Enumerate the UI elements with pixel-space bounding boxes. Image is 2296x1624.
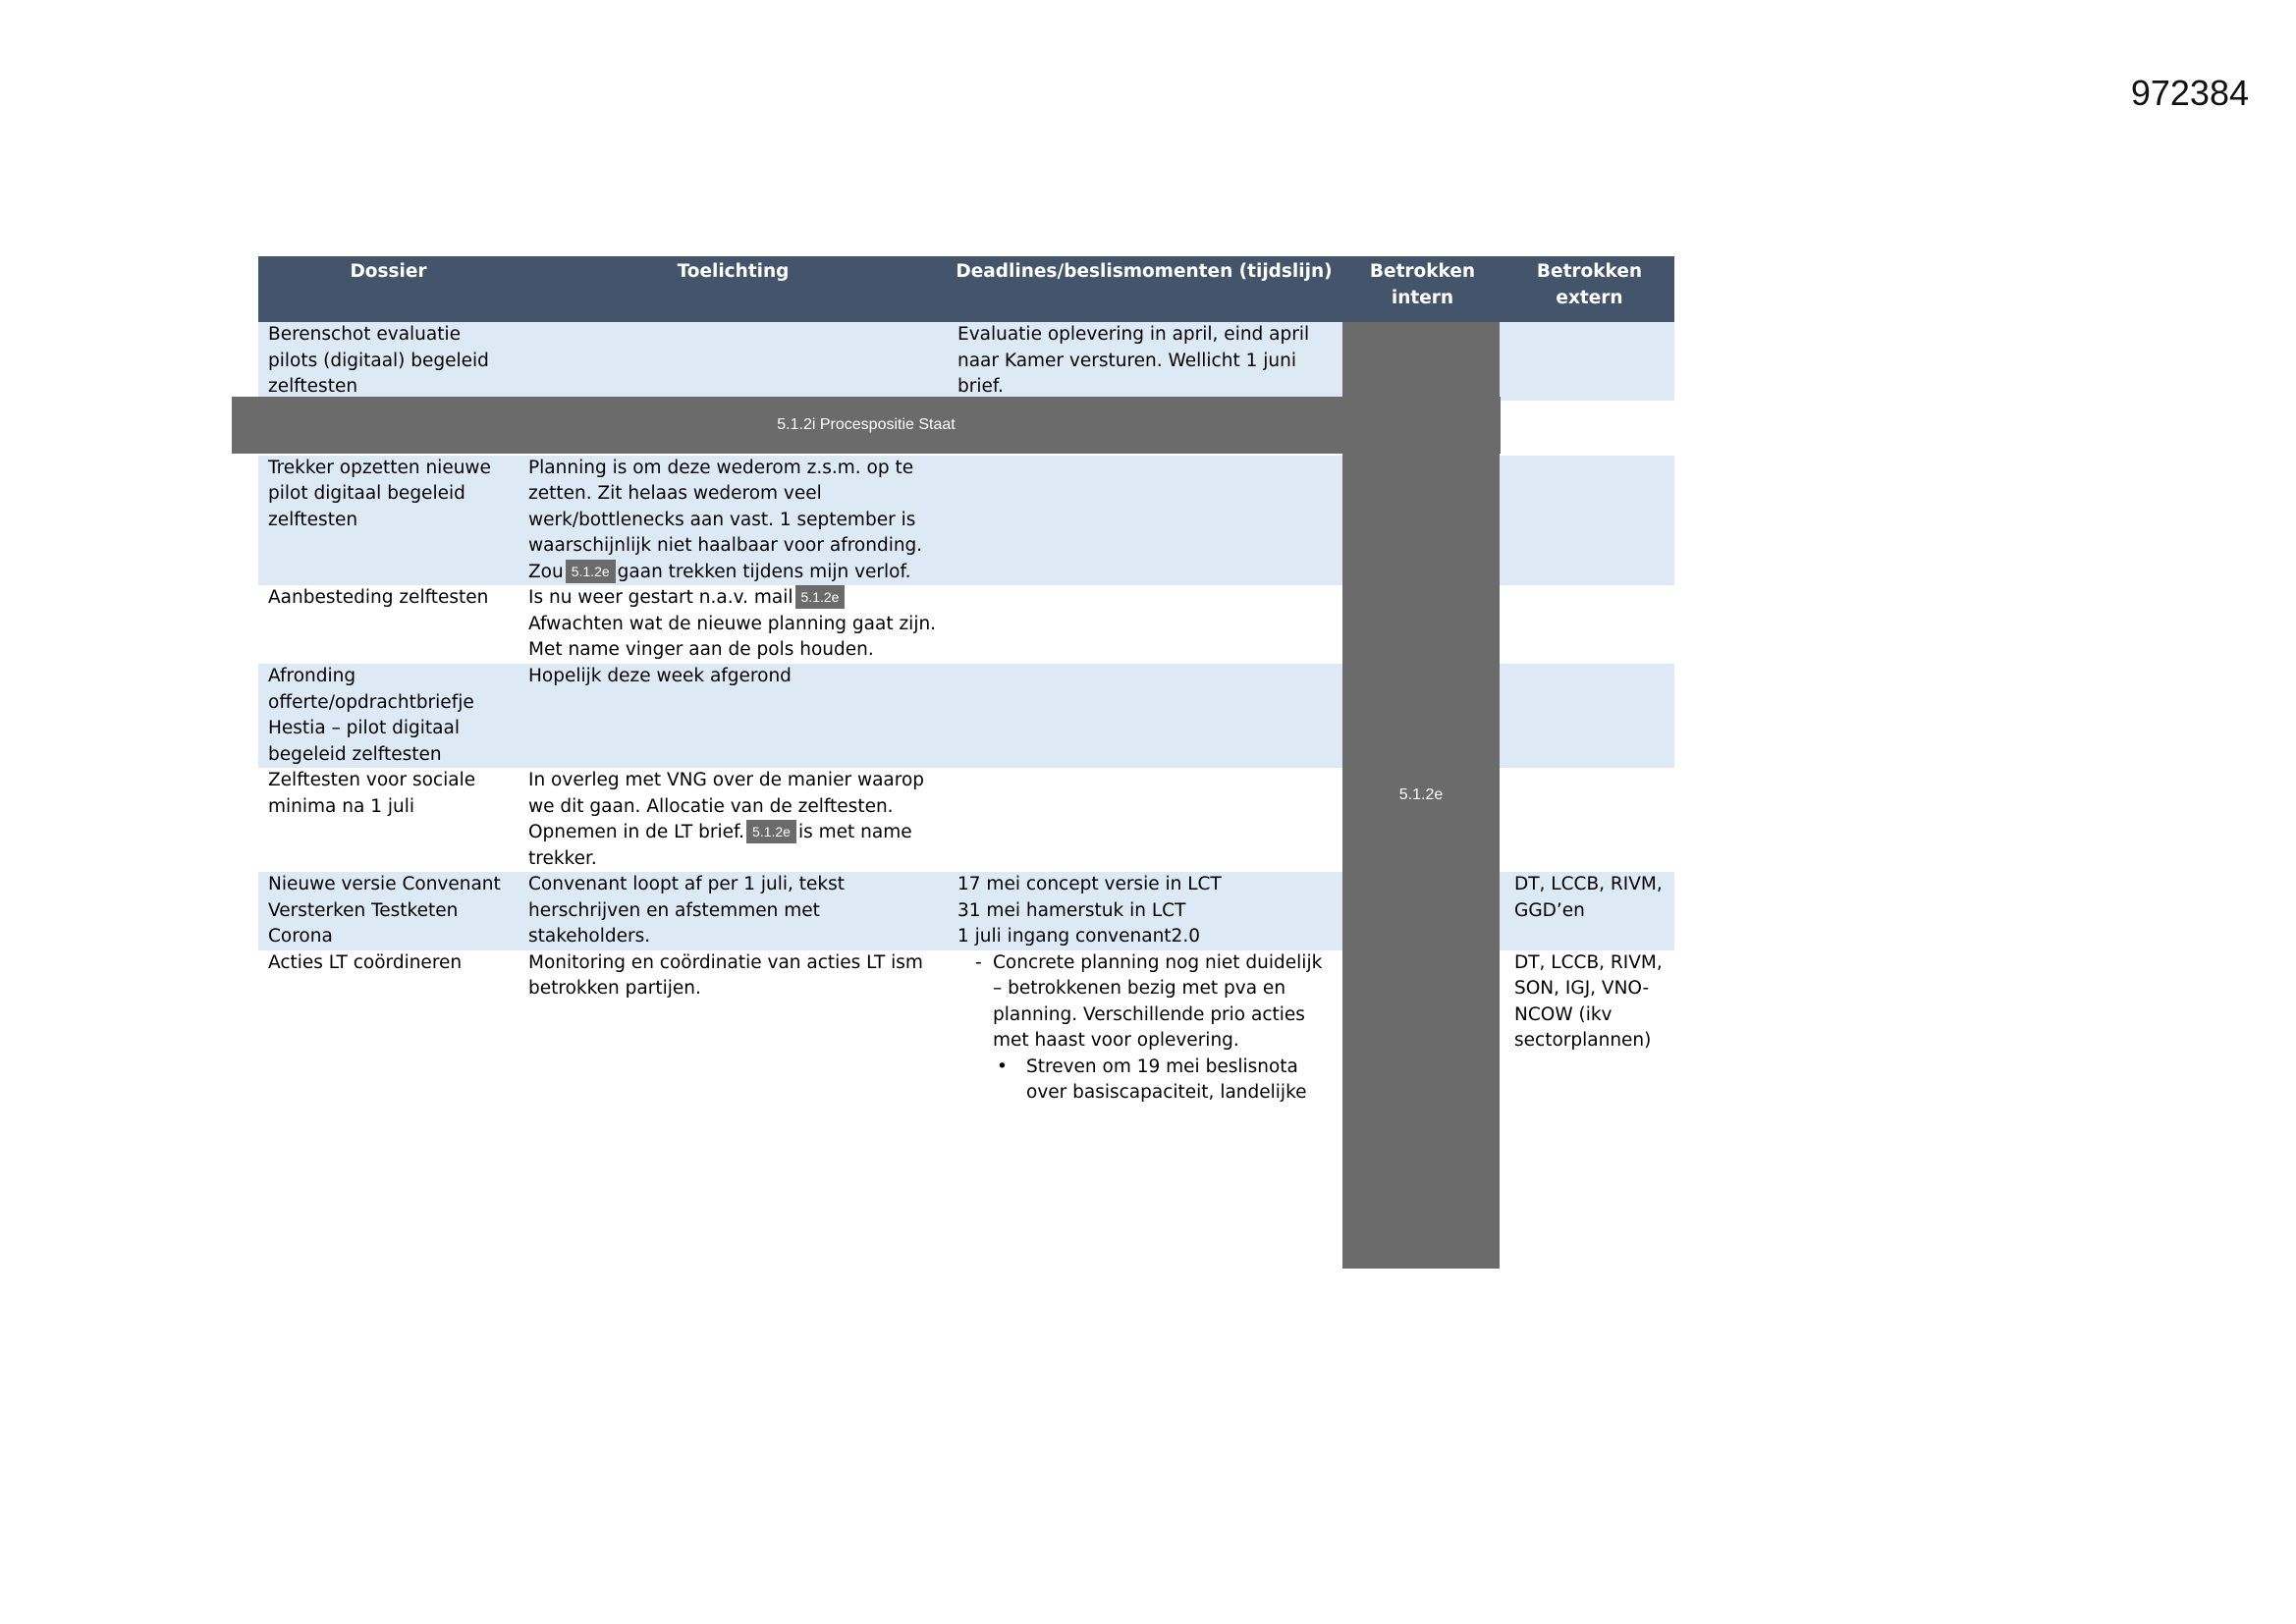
- cell-extern: DT, LCCB, RIVM, SON, IGJ, VNO-NCOW (ikv sectorplannen): [1504, 950, 1674, 1274]
- cell-dossier: Nieuwe versie Convenant Versterken Testketen Corona: [258, 872, 519, 950]
- header-betrokken-intern: Betrokken intern: [1340, 256, 1504, 322]
- redaction-box: 5.1.2e: [566, 560, 616, 583]
- table-header-row: [258, 256, 1674, 322]
- cell-extern: [1504, 322, 1674, 401]
- cell-extern: [1504, 664, 1674, 768]
- deadline-dash-item: [957, 950, 1331, 1055]
- redaction-box: 5.1.2e: [746, 820, 796, 843]
- header-deadlines: Deadlines/beslismomenten (tijdslijn): [948, 256, 1340, 322]
- cell-toelichting: [519, 322, 948, 401]
- header-toelichting: Toelichting: [519, 256, 948, 322]
- cell-extern: [1504, 456, 1674, 586]
- toelichting-text: is met name trekker.: [528, 822, 912, 869]
- deadline-dash-text: Concrete planning nog niet duidelijk – betrokkenen bezig met pva en planning. Verschillende prio acties met haast voor oplevering.: [993, 951, 1323, 1051]
- toelichting-text: Afwachten wat de nieuwe planning gaat zijn. Met name vinger aan de pols houden.: [528, 613, 937, 660]
- cell-toelichting: [519, 768, 948, 872]
- cell-extern: DT, LCCB, RIVM, GGD’en: [1504, 872, 1674, 950]
- cell-dossier: Zelftesten voor sociale minima na 1 juli: [258, 768, 519, 872]
- cell-deadlines: [948, 664, 1340, 768]
- cell-extern: [1504, 401, 1674, 456]
- cell-toelichting: Convenant loopt af per 1 juli, tekst herschrijven en afstemmen met stakeholders.: [519, 872, 948, 950]
- document-number: 972384: [2130, 73, 2249, 113]
- cell-toelichting: [519, 585, 948, 664]
- cell-deadlines: [948, 872, 1340, 950]
- cell-dossier: Trekker opzetten nieuwe pilot digitaal begeleid zelftesten: [258, 456, 519, 586]
- cell-extern: [1504, 768, 1674, 872]
- deadline-line: 1 juli ingang convenant2.0: [957, 926, 1200, 947]
- deadline-line: 17 mei concept versie in LCT: [957, 874, 1222, 894]
- cell-deadlines: [948, 585, 1340, 664]
- cell-deadlines: [948, 456, 1340, 586]
- cell-dossier: Aanbesteding zelftesten: [258, 585, 519, 664]
- cell-deadlines: [948, 950, 1340, 1274]
- deadline-bullet-item: [957, 1055, 1331, 1107]
- toelichting-text: In overleg met VNG over de manier waarop we dit gaan. Allocatie van de zelftesten. Opnemen in de LT brief.: [528, 770, 925, 842]
- redaction-column-intern: [1342, 322, 1500, 1269]
- bullet-marker: •: [997, 1056, 1008, 1077]
- toelichting-text: gaan trekken tijdens mijn verlof.: [617, 561, 911, 582]
- header-dossier: Dossier: [258, 256, 519, 322]
- cell-dossier: Berenschot evaluatie pilots (digitaal) begeleid zelftesten: [258, 322, 519, 401]
- dash-marker: -: [975, 951, 982, 973]
- redaction-box: 5.1.2e: [795, 585, 846, 609]
- cell-extern: [1504, 585, 1674, 664]
- cell-dossier: Acties LT coördineren: [258, 950, 519, 1274]
- deadline-line: 31 mei hamerstuk in LCT: [957, 899, 1186, 921]
- cell-deadlines: Evaluatie oplevering in april, eind april naar Kamer versturen. Wellicht 1 juni brief.: [948, 322, 1340, 401]
- header-betrokken-extern: Betrokken extern: [1504, 256, 1674, 322]
- cell-toelichting: [519, 456, 948, 586]
- redaction-band-procespositie: 5.1.2i Procespositie Staat: [232, 397, 1501, 454]
- cell-deadlines: [948, 768, 1340, 872]
- cell-toelichting: Monitoring en coördinatie van acties LT ism betrokken partijen.: [519, 950, 948, 1274]
- toelichting-text: Planning is om deze wederom z.s.m. op te zetten. Zit helaas wederom veel werk/bottlenecks aan vast. 1 september is waarschijnlijk niet haalbaar voor afronding. Zou: [528, 457, 923, 582]
- redaction-label: 5.1.2e: [1398, 786, 1444, 803]
- cell-toelichting: Hopelijk deze week afgerond: [519, 664, 948, 768]
- deadline-bullet-text: Streven om 19 mei beslisnota over basiscapaciteit, landelijke: [1026, 1056, 1307, 1103]
- cell-dossier: Afronding offerte/opdrachtbriefje Hestia – pilot digitaal begeleid zelftesten: [258, 664, 519, 768]
- toelichting-text: Is nu weer gestart n.a.v. mail: [528, 587, 793, 608]
